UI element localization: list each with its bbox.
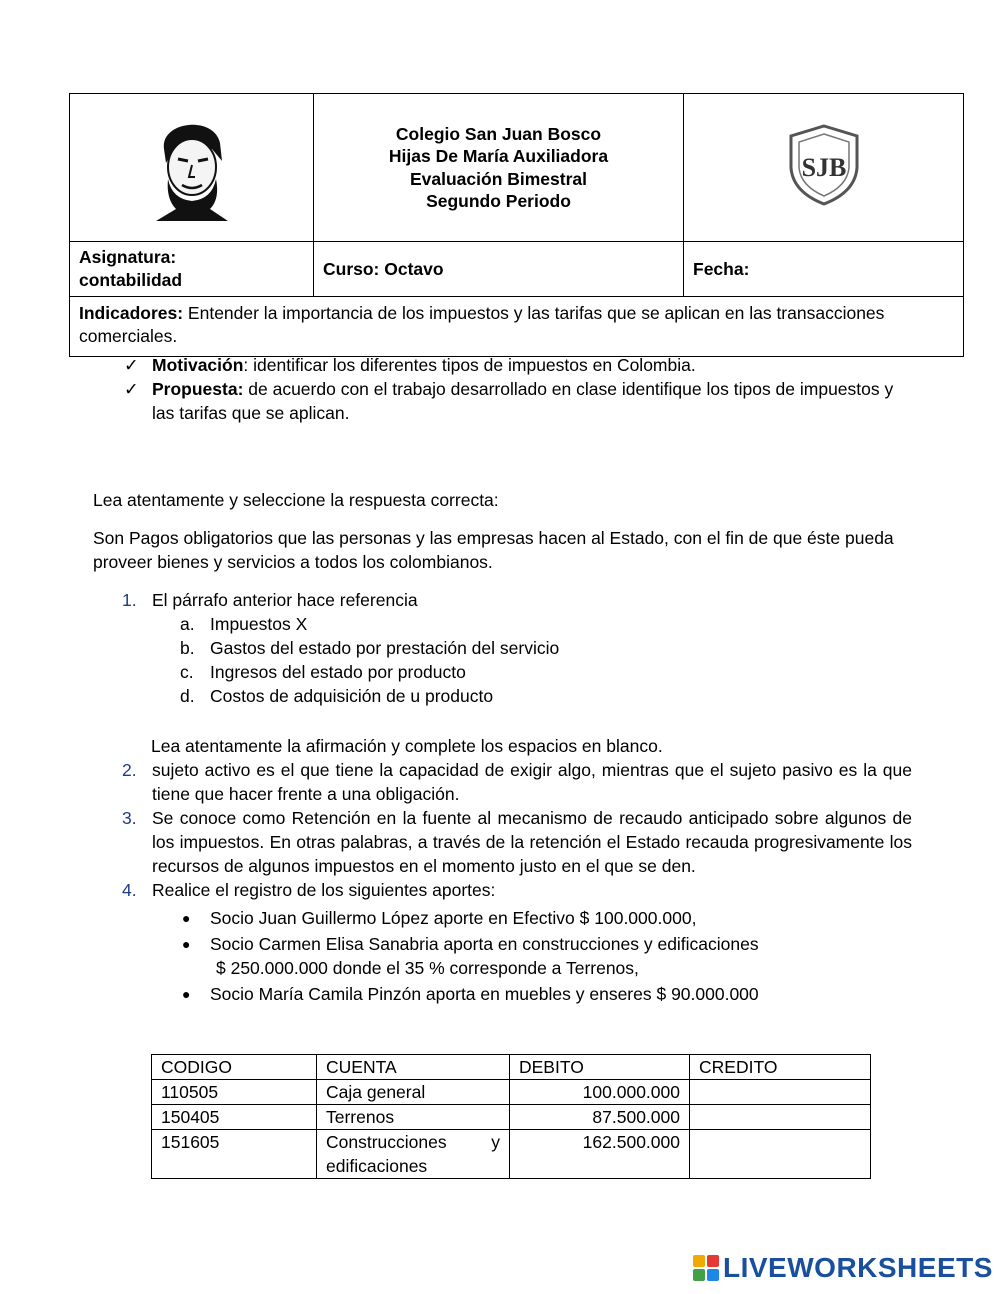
table-row [152, 1080, 871, 1105]
bullet-text: Socio Juan Guillermo López aporte en Efectivo $ 100.000.000, [210, 908, 697, 928]
question-text[interactable]: Se conoce como Retención en la fuente al mecanismo de recaudo anticipado sobre algunos de los impuestos. En otras palabras, a través de la retención el Estado recauda progresivamente los recursos de algunos impuestos en el momento justo en el que se den. [152, 808, 912, 876]
objective-item [122, 353, 912, 377]
option-letter: b. [180, 638, 195, 658]
objective-text: : identificar los diferentes tipos de impuestos en Colombia. [243, 355, 696, 375]
indicators-text: Entender la importancia de los impuestos y las tarifas que se aplican en las transacciones comerciales. [79, 303, 885, 346]
cell-credit[interactable] [690, 1130, 871, 1179]
objective-label: Motivación [152, 355, 244, 375]
seal-cell [684, 94, 964, 242]
cell-credit[interactable] [690, 1105, 871, 1130]
portrait-cell [70, 94, 314, 242]
option-a[interactable] [122, 612, 912, 636]
school-title [314, 94, 684, 242]
cell-account[interactable]: Terrenos [317, 1105, 510, 1130]
objectives-list [122, 353, 912, 425]
table-row [152, 1130, 871, 1179]
option-text: Ingresos del estado por producto [210, 662, 466, 682]
header-table [69, 93, 964, 357]
bullet-icon: ● [182, 910, 191, 926]
table-row [152, 1105, 871, 1130]
cell-account[interactable] [317, 1130, 510, 1179]
bullet-icon: ● [182, 986, 191, 1002]
bullet-item [122, 906, 912, 930]
bullet-text: Socio Carmen Elisa Sanabria aporta en construcciones y edificaciones [210, 934, 759, 954]
question-text[interactable]: sujeto activo es el que tiene la capacidad de exigir algo, mientras que el sujeto pasivo es la que tiene que hacer frente a una obligación. [152, 760, 912, 804]
header-debito: DEBITO [510, 1055, 690, 1080]
objective-label: Propuesta: [152, 379, 244, 399]
option-letter: d. [180, 686, 195, 706]
option-b[interactable] [122, 636, 912, 660]
seal-text: SJB [801, 152, 846, 182]
indicators-cell [70, 297, 964, 357]
ledger-table [151, 1054, 871, 1179]
brand-square [707, 1255, 719, 1267]
cell-code: 151605 [152, 1130, 317, 1179]
date-cell: Fecha: [684, 242, 964, 297]
portrait-image-icon [152, 109, 232, 221]
cell-account[interactable]: Caja general [317, 1080, 510, 1105]
bullet-icon: ● [182, 936, 191, 952]
question-1 [122, 588, 912, 708]
question-text: El párrafo anterior hace referencia [152, 590, 418, 610]
question-number: 1. [122, 590, 137, 610]
option-letter: c. [180, 662, 194, 682]
cell-debit[interactable]: 162.500.000 [510, 1130, 690, 1179]
cell-debit[interactable]: 100.000.000 [510, 1080, 690, 1105]
cell-debit[interactable]: 87.500.000 [510, 1105, 690, 1130]
question-3 [122, 806, 912, 878]
table-header-row [152, 1055, 871, 1080]
evaluation-type: Evaluación Bimestral [409, 168, 588, 189]
school-seal [783, 122, 865, 208]
checkmark-icon: ✓ [124, 379, 139, 399]
option-text: Gastos del estado por prestación del servicio [210, 638, 560, 658]
header-codigo: CODIGO [152, 1055, 317, 1080]
question-text: Realice el registro de los siguientes aportes: [152, 880, 496, 900]
option-text: Impuestos X [210, 614, 308, 634]
brand-name: LIVEWORKSHEETS [723, 1252, 993, 1283]
subject-label: Asignatura: [79, 247, 177, 267]
option-d[interactable] [122, 684, 912, 708]
bullet-text: Socio María Camila Pinzón aporta en muebles y enseres $ 90.000.000 [210, 984, 759, 1004]
question-number: 4. [122, 880, 137, 900]
option-text: Costos de adquisición de u producto [210, 686, 494, 706]
indicators-label: Indicadores: [79, 303, 184, 323]
header-cuenta: CUENTA [317, 1055, 510, 1080]
school-congregation: Hijas De María Auxiliadora [388, 146, 609, 166]
objective-item [122, 377, 912, 425]
question-number: 2. [122, 760, 137, 780]
header-credito: CREDITO [690, 1055, 871, 1080]
account-word: edificaciones [326, 1156, 428, 1176]
option-letter: a. [180, 614, 195, 634]
brand-mark-icon [693, 1255, 719, 1281]
cell-code: 150405 [152, 1105, 317, 1130]
cell-code: 110505 [152, 1080, 317, 1105]
school-name: Colegio San Juan Bosco [395, 123, 602, 144]
brand-square [707, 1269, 719, 1281]
subject-cell [70, 242, 314, 297]
bullet-item [122, 982, 912, 1006]
question-4 [122, 878, 912, 902]
course-cell: Curso: Octavo [314, 242, 684, 297]
bullet-text-continued: $ 250.000.000 donde el 35 % corresponde a Terrenos, [216, 958, 639, 978]
question-2 [122, 758, 912, 806]
questions-2-4 [122, 758, 912, 1006]
brand-square [693, 1255, 705, 1267]
bullet-item [122, 932, 912, 980]
question-number: 3. [122, 808, 137, 828]
liveworksheets-logo [693, 1253, 993, 1283]
account-word: Construcciones [326, 1132, 447, 1152]
checkmark-icon: ✓ [124, 355, 139, 375]
account-word: y [491, 1132, 500, 1152]
instruction-complete: Lea atentamente la afirmación y complete los espacios en blanco. [151, 736, 663, 756]
subject-value: contabilidad [79, 270, 183, 290]
period: Segundo Periodo [426, 191, 571, 211]
cell-credit[interactable] [690, 1080, 871, 1105]
instruction-select: Lea atentamente y seleccione la respuesta correcta: [93, 490, 499, 510]
statement-paragraph: Son Pagos obligatorios que las personas y las empresas hacen al Estado, con el fin de que éste pueda proveer bienes y servicios a todos los colombianos. [93, 528, 894, 572]
objective-text: de acuerdo con el trabajo desarrollado en clase identifique los tipos de impuestos y las tarifas que se aplican. [152, 379, 894, 423]
option-c[interactable] [122, 660, 912, 684]
question-1-stem [122, 588, 912, 612]
brand-square [693, 1269, 705, 1281]
